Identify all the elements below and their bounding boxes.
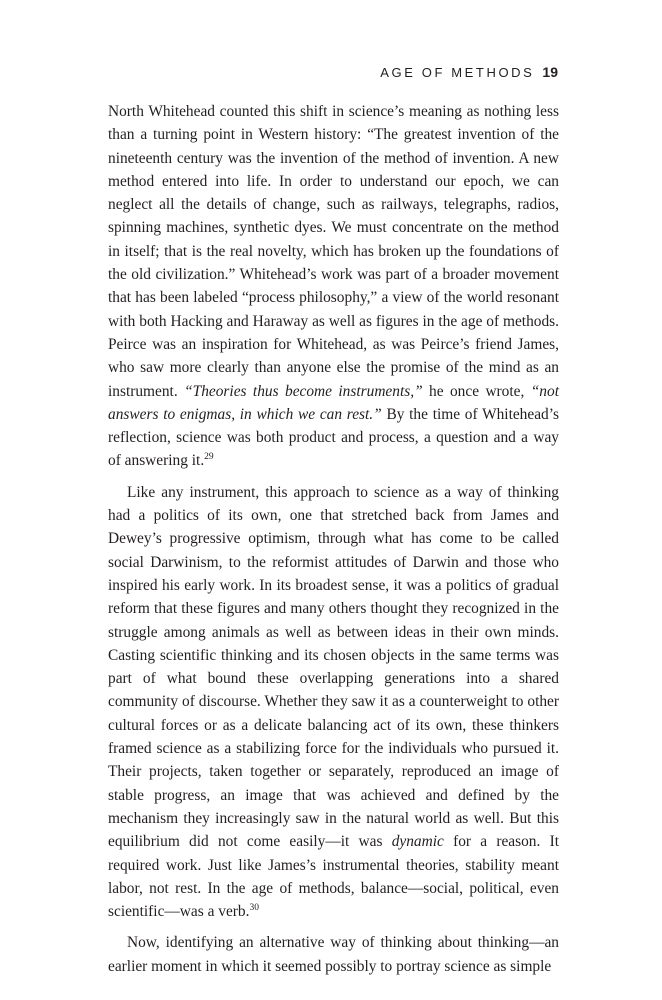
page-number: 19 [542, 64, 558, 80]
paragraph-1-text-a: North Whitehead counted this shift in science’s meaning as nothing less than a turning point in Western history: “The greatest invention of the nineteenth century was the invention of the method of invention. A new method entered into life. In order to understand our epoch, we can neglect all the details of change, such as railways, telegraphs, radios, spinning machines, synthetic dyes. We must concentrate on the method in itself; that is the real novelty, which has broken up the foundations of the old civilization.” Whitehead’s work was part of a broader movement that has been labeled “process philosophy,” a view of the world resonant with both Hacking and Haraway as well as figures in the age of methods. Peirce was an inspiration for Whitehead, as was Peirce’s friend James, who saw more clearly than anyone else the promise of the mind as an instrument. [108, 103, 559, 400]
quote-theories-instruments: “Theories thus become instruments,” [184, 382, 423, 400]
paragraph-2 [108, 481, 559, 924]
paragraph-1-text-b: he once wrote, [422, 382, 531, 400]
paragraph-1 [108, 100, 559, 473]
quote-not-answers: “not answers to enigmas, in which we can rest.” [108, 382, 559, 423]
running-head [380, 64, 558, 80]
paragraph-3 [108, 931, 559, 978]
footnote-ref-29: 29 [204, 452, 214, 463]
paragraph-1-text-c: By the time of Whitehead’s reflection, science was both product and process, a question and a way of answering it. [108, 405, 559, 470]
paragraph-3-text: Now, identifying an alternative way of thinking about thinking—an earlier moment in which it seemed possibly to portray science as simple [108, 934, 559, 975]
emphasis-dynamic: dynamic [391, 833, 444, 851]
paragraph-2-text-b: for a reason. It required work. Just like James’s instrumental theories, stability meant labor, not rest. In the age of methods, balance—social, political, even scientific—was a verb. [108, 833, 559, 921]
body-text [108, 100, 559, 978]
running-head-title: AGE OF METHODS [380, 65, 535, 80]
footnote-ref-30: 30 [249, 903, 259, 914]
paragraph-2-text-a: Like any instrument, this approach to science as a way of thinking had a politics of its own, one that stretched back from James and Dewey’s progressive optimism, through what has come to be called social Darwinism, to the reformist attitudes of Darwin and those who inspired his early work. In its broadest sense, it was a politics of gradual reform that these figures and many others thought they recognized in the struggle among animals as well as between ideas in their own minds. Casting scientific thinking and its chosen objects in the same terms was part of what bound these overlapping generations into a shared community of discourse. Whether they saw it as a counterweight to other cultural forces or as a delicate balancing act of its own, these thinkers framed science as a stabilizing force for the individuals who pursued it. Their projects, taken together or separately, reproduced an image of stable progress, an image that was achieved and defined by the mechanism they increasingly saw in the natural world as well. But this equilibrium did not come easily—it was [108, 483, 559, 851]
